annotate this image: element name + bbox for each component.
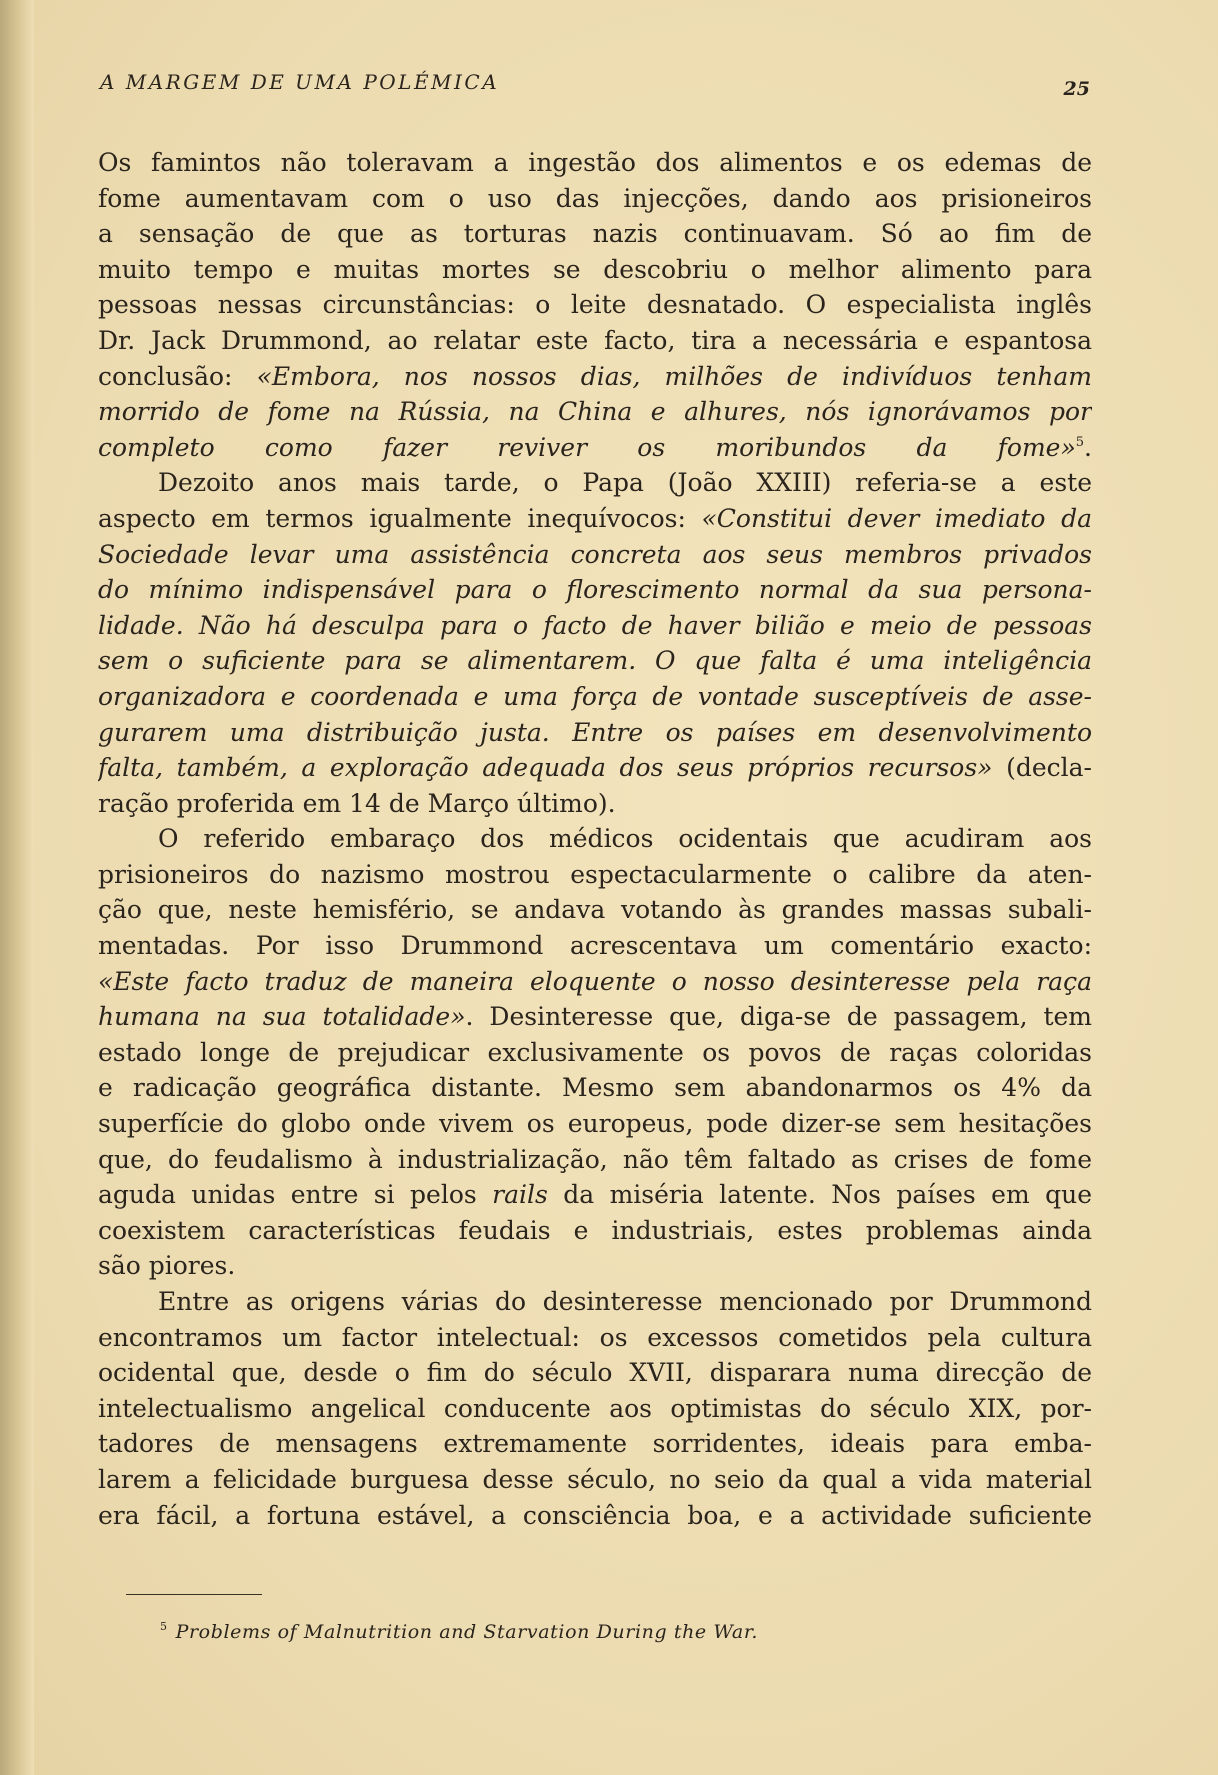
- roman-text: Entre as origens várias do desinteresse mencionado por Drummond: [158, 1287, 1092, 1316]
- text-line: [98, 537, 1092, 573]
- italic-quote: organizadora e coordenada e uma força de vontade susceptíveis de asse-: [98, 681, 1092, 711]
- text-line: prisioneiros do nazismo mostrou espectacularmente o calibre da aten-: [98, 859, 1092, 889]
- text-line: [98, 359, 1092, 395]
- text-line: [98, 465, 1092, 501]
- italic-quote: humana na sua totalidade»: [98, 1002, 466, 1032]
- text-line: ocidental que, desde o fim do século XVII, disparara numa direcção de: [98, 1358, 1092, 1388]
- text-line: mentadas. Por isso Drummond acrescentava um comentário exacto:: [98, 931, 1092, 961]
- running-head: [100, 70, 1090, 100]
- text-line: [98, 964, 1092, 1000]
- text-line: a sensação de que as torturas nazis continuavam. Só ao fim de: [98, 219, 1092, 249]
- text-line: [98, 608, 1092, 644]
- text-line: e radicação geográfica distante. Mesmo sem abandonarmos os 4% da: [98, 1073, 1092, 1103]
- text-line: [98, 643, 1092, 679]
- text-line: [98, 1177, 1092, 1213]
- text-line: [98, 679, 1092, 715]
- roman-text: .: [1084, 432, 1092, 462]
- text-line: [98, 786, 1092, 822]
- roman-text: . Desinteresse que, diga-se de passagem, tem: [465, 1002, 1092, 1032]
- italic-quote: do mínimo indispensável para o florescimento normal da sua persona-: [98, 575, 1092, 605]
- footnote: [160, 1620, 758, 1643]
- text-line: [98, 1284, 1092, 1320]
- page-number: 25: [1063, 78, 1090, 100]
- italic-quote: morrido de fome na Rússia, na China e alhures, nós ignorávamos por: [98, 397, 1092, 427]
- italic-quote: «Embora, nos nossos dias, milhões de indivíduos tenham: [256, 361, 1092, 391]
- italic-quote: completo como fazer reviver os moribundos da fome»: [98, 432, 1076, 462]
- text-line: coexistem características feudais e industriais, estes problemas ainda: [98, 1215, 1092, 1245]
- text-line: [98, 430, 1092, 466]
- roman-text: aspecto em termos igualmente inequívocos:: [98, 503, 702, 533]
- text-line: fome aumentavam com o uso das injecções, dando aos prisioneiros: [98, 183, 1092, 213]
- text-line: [98, 501, 1092, 537]
- roman-text: ração proferida em 14 de Março último).: [98, 788, 616, 818]
- roman-text: Dezoito anos mais tarde, o Papa (João XXIII) referia-se a este: [158, 468, 1092, 498]
- text-line: era fácil, a fortuna estável, a consciência boa, e a actividade suficiente: [98, 1500, 1092, 1530]
- text-line: [98, 572, 1092, 608]
- italic-quote: «Este facto traduz de maneira eloquente o nosso desinteresse pela raça: [98, 966, 1092, 996]
- italic-quote: «Constitui dever imediato da: [701, 503, 1092, 533]
- text-line: [98, 1248, 1092, 1284]
- text-line: Dr. Jack Drummond, ao relatar este facto, tira a necessária e espantosa: [98, 325, 1092, 355]
- text-line: estado longe de prejudicar exclusivamente os povos de raças coloridas: [98, 1037, 1092, 1067]
- text-line: [98, 821, 1092, 857]
- italic-quote: rails: [492, 1180, 548, 1210]
- italic-quote: Sociedade levar uma assistência concreta aos seus membros privados: [98, 539, 1092, 569]
- italic-quote: falta, também, a exploração adequada dos seus próprios recursos»: [98, 753, 993, 783]
- roman-text: (decla-: [992, 753, 1092, 783]
- text-line: tadores de mensagens extremamente sorridentes, ideais para emba-: [98, 1429, 1092, 1459]
- footnote-rule: [126, 1594, 262, 1595]
- italic-quote: sem o suficiente para se alimentarem. O que falta é uma inteligência: [98, 646, 1092, 676]
- text-line: encontramos um factor intelectual: os excessos cometidos pela cultura: [98, 1322, 1092, 1352]
- italic-quote: gurarem uma distribuição justa. Entre os países em desenvolvimento: [98, 717, 1092, 747]
- page-gutter-shadow: [0, 0, 34, 1775]
- roman-text: aguda unidas entre si pelos: [98, 1180, 493, 1210]
- text-line: Os famintos não toleravam a ingestão dos alimentos e os edemas de: [98, 148, 1092, 177]
- running-title: A MARGEM DE UMA POLÉMICA: [100, 70, 500, 94]
- text-line: [98, 715, 1092, 751]
- text-line: pessoas nessas circunstâncias: o leite desnatado. O especialista inglês: [98, 290, 1092, 320]
- roman-text: O referido embaraço dos médicos ocidentais que acudiram aos: [158, 824, 1092, 854]
- roman-text: conclusão:: [98, 361, 257, 391]
- text-line: ção que, neste hemisfério, se andava votando às grandes massas subali-: [98, 895, 1092, 925]
- text-line: intelectualismo angelical conducente aos optimistas do século XIX, por-: [98, 1393, 1092, 1423]
- footnote-mark: 5: [160, 1620, 168, 1633]
- roman-text: da miséria latente. Nos países em que: [547, 1180, 1092, 1210]
- text-line: muito tempo e muitas mortes se descobriu o melhor alimento para: [98, 254, 1092, 284]
- text-line: [98, 394, 1092, 430]
- text-line: [98, 999, 1092, 1035]
- body-text: [98, 145, 1092, 1533]
- italic-quote: lidade. Não há desculpa para o facto de haver bilião e meio de pessoas: [98, 610, 1092, 640]
- footnote-reference: 5: [1075, 434, 1085, 450]
- text-line: [98, 750, 1092, 786]
- text-line: larem a felicidade burguesa desse século, no seio da qual a vida material: [98, 1464, 1092, 1494]
- footnote-text: Problems of Malnutrition and Starvation During the War.: [175, 1621, 759, 1643]
- text-line: superfície do globo onde vivem os europeus, pode dizer-se sem hesitações: [98, 1109, 1092, 1139]
- text-line: que, do feudalismo à industrialização, não têm faltado as crises de fome: [98, 1144, 1092, 1174]
- roman-text: são piores.: [98, 1251, 236, 1281]
